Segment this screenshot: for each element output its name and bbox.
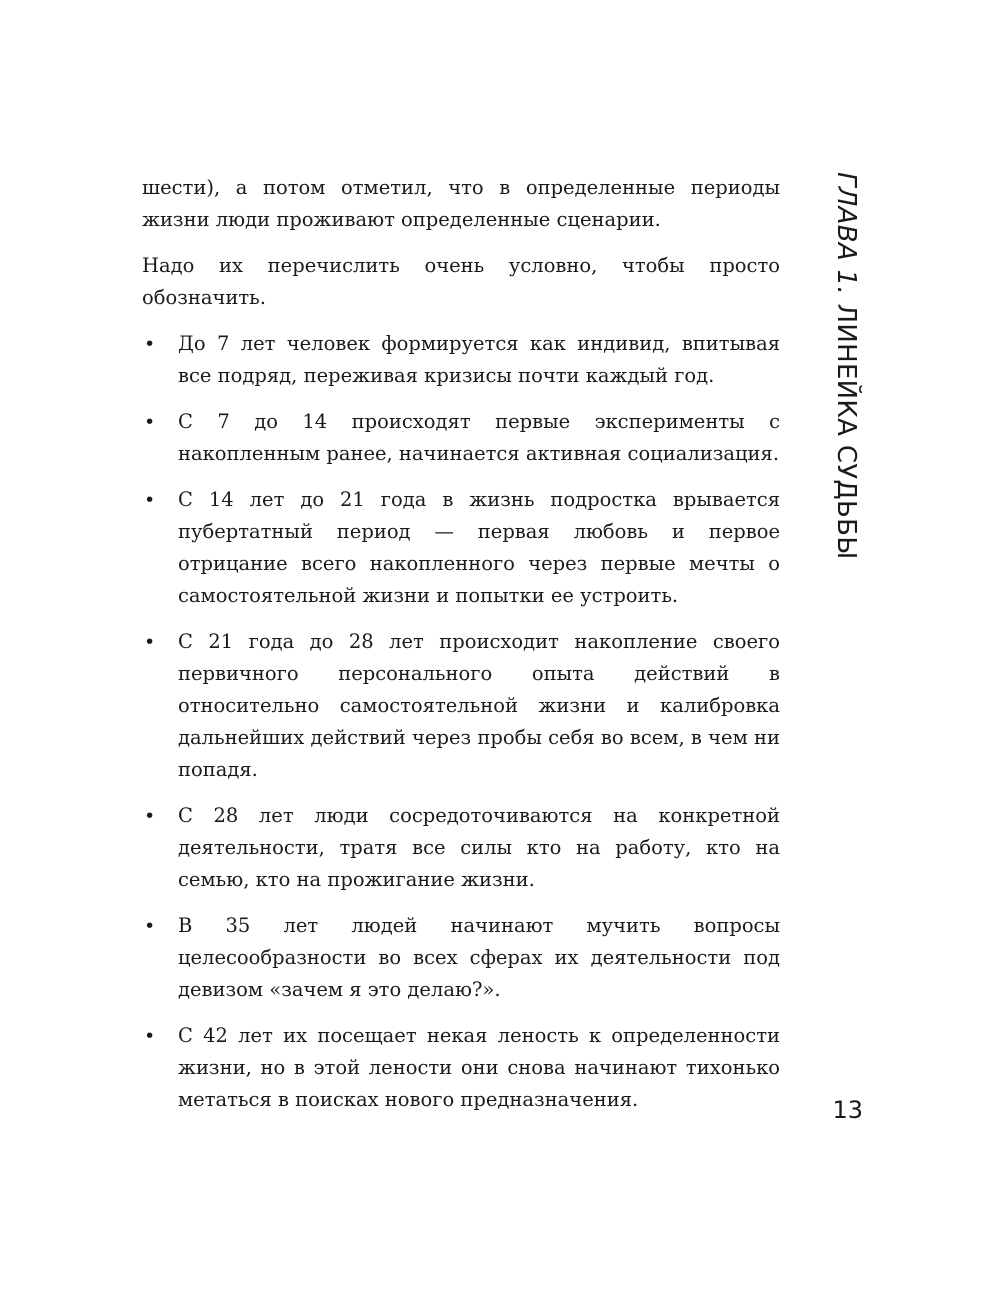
list-item <box>142 484 780 612</box>
bullet-icon: • <box>144 805 156 827</box>
list-item-text: С 21 года до 28 лет происходит накопление своего первичного персонального опыта действий в относительно самостоятельной жизни и калибровка дальнейших действий через пробы себя во всем, в чем ни попадя. <box>178 630 780 781</box>
list-item-text: В 35 лет людей начинают мучить вопросы целесообразности во всех сферах их деятельности под девизом «зачем я это делаю?». <box>178 914 780 1001</box>
list-item <box>142 1020 780 1116</box>
list-item <box>142 406 780 470</box>
list-item-text: С 7 до 14 происходят первые эксперименты с накопленным ранее, начинается активная социализация. <box>178 410 780 465</box>
list-item-text: С 42 лет их посещает некая леность к определенности жизни, но в этой лености они снова начинают тихонько метаться в поисках нового предназначения. <box>178 1024 780 1111</box>
paragraph: шести), а потом отметил, что в определенные периоды жизни люди проживают определенные сценарии. <box>142 176 780 231</box>
bullet-icon: • <box>144 631 156 653</box>
list-item-text: До 7 лет человек формируется как индивид, впитывая все подряд, переживая кризисы почти каждый год. <box>178 332 780 387</box>
chapter-label: ГЛАВА 1. <box>831 172 861 295</box>
chapter-title: ЛИНЕЙКА СУДЬБЫ <box>831 303 861 560</box>
main-text <box>142 172 780 1130</box>
list-item <box>142 626 780 786</box>
list-item <box>142 910 780 1006</box>
list-item-text: С 14 лет до 21 года в жизнь подростка врывается пубертатный период — первая любовь и первое отрицание всего накопленного через первые мечты о самостоятельной жизни и попытки ее устроить. <box>178 488 780 607</box>
page-number: 13 <box>832 1096 863 1124</box>
bullet-icon: • <box>144 915 156 937</box>
list-item <box>142 800 780 896</box>
list-item <box>142 328 780 392</box>
bullet-icon: • <box>144 489 156 511</box>
list-item-text: С 28 лет люди сосредоточиваются на конкретной деятельности, тратя все силы кто на работу, кто на семью, кто на прожигание жизни. <box>178 804 780 891</box>
bullet-icon: • <box>144 411 156 433</box>
bullet-icon: • <box>144 1025 156 1047</box>
running-header <box>831 172 861 560</box>
bullet-icon: • <box>144 333 156 355</box>
bullet-list <box>142 328 780 1116</box>
paragraph: Надо их перечислить очень условно, чтобы просто обозначить. <box>142 254 780 309</box>
